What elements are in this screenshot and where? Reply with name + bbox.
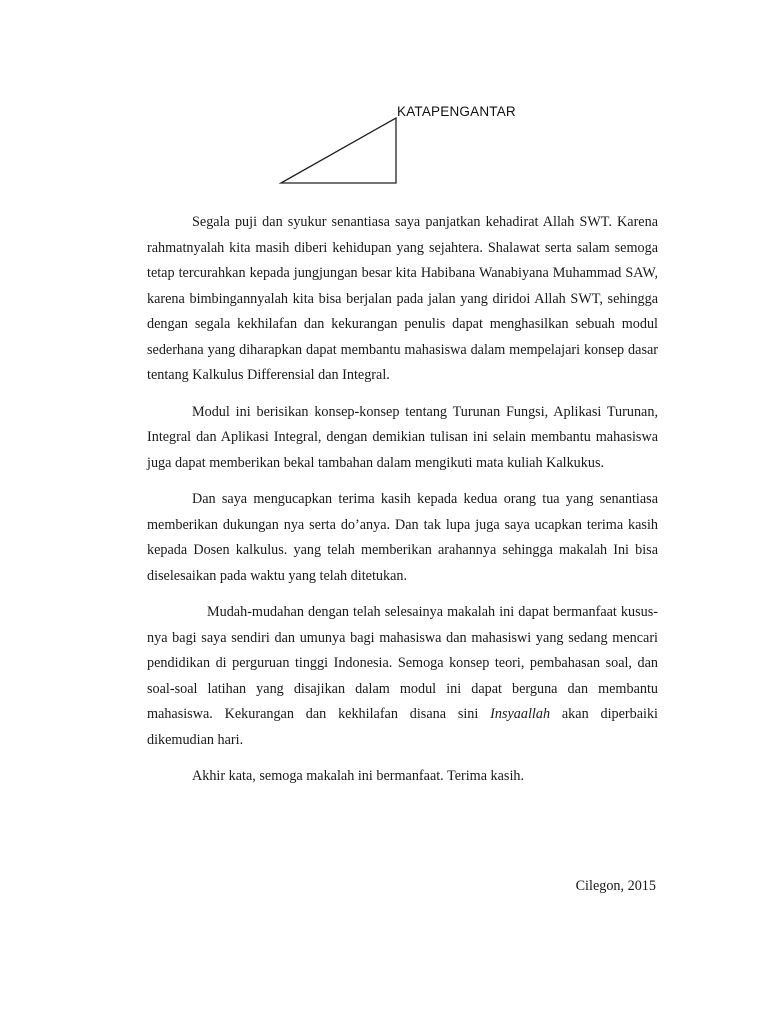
- italic-phrase: Insyaallah: [490, 706, 551, 722]
- triangle-shape: [278, 115, 400, 187]
- paragraph-module: Modul ini berisikan konsep-konsep tentang Turunan Fungsi, Aplikasi Turunan, Integral dan Aplikasi Integral, dengan demikian tulisan ini selain membantu mahasiswa juga dapat memberikan bekal tambahan dalam mengikuti mata kuliah Kalkukus.: [147, 403, 658, 471]
- paragraph-hope-text: Mudah-mudahan dengan telah selesainya makalah ini dapat bermanfaat kususnya bagi saya sendiri dan umunya bagi mahasiswa dan mahasiswi yang sedang mencari pendidikan di perguruan tinggi Indonesia. Semoga konsep teori, pembahasan soal, dan soal-soal latihan yang disajikan dalam modul ini dapat berguna dan membantu mahasiswa. Kekurangan dan kekhilafan disana sini: [147, 604, 658, 722]
- paragraph-intro: Segala puji dan syukur senantiasa saya panjatkan kehadirat Allah SWT. Karena rahmatnyalah kita masih diberi kehidupan yang sejahtera. Shalawat serta salam semoga tetap tercurahkan kepada jungjungan besar kita Habibana Wanabiyana Muhammad SAW, karena bimbingannyalah kita bisa berjalan pada jalan yang diridoi Allah SWT, sehingga dengan segala kekhilafan dan kekurangan penulis dapat menghasilkan sebuah modul sederhana yang diharapkan dapat membantu mahasiswa dalam mempelajari konsep dasar tentang Kalkulus Differensial dan Integral.: [147, 214, 658, 383]
- paragraph-closing: Akhir kata, semoga makalah ini bermanfaat. Terima kasih.: [192, 768, 525, 784]
- page-title: KATAPENGANTAR: [397, 104, 516, 119]
- paragraph-hope: [147, 600, 658, 753]
- body-text: [147, 210, 658, 801]
- signature-place-date: Cilegon, 2015: [575, 878, 656, 894]
- paragraph-thanks: Dan saya mengucapkan terima kasih kepada kedua orang tua yang senantiasa memberikan dukungan nya serta do’anya. Dan tak lupa juga saya ucapkan terima kasih kepada Dosen kalkulus. yang telah memberikan arahannya sehingga makalah Ini bisa diselesaikan pada waktu yang telah ditetukan.: [147, 491, 658, 584]
- paragraph-hope-closing: akan diperbaiki dikemudian hari.: [147, 706, 658, 748]
